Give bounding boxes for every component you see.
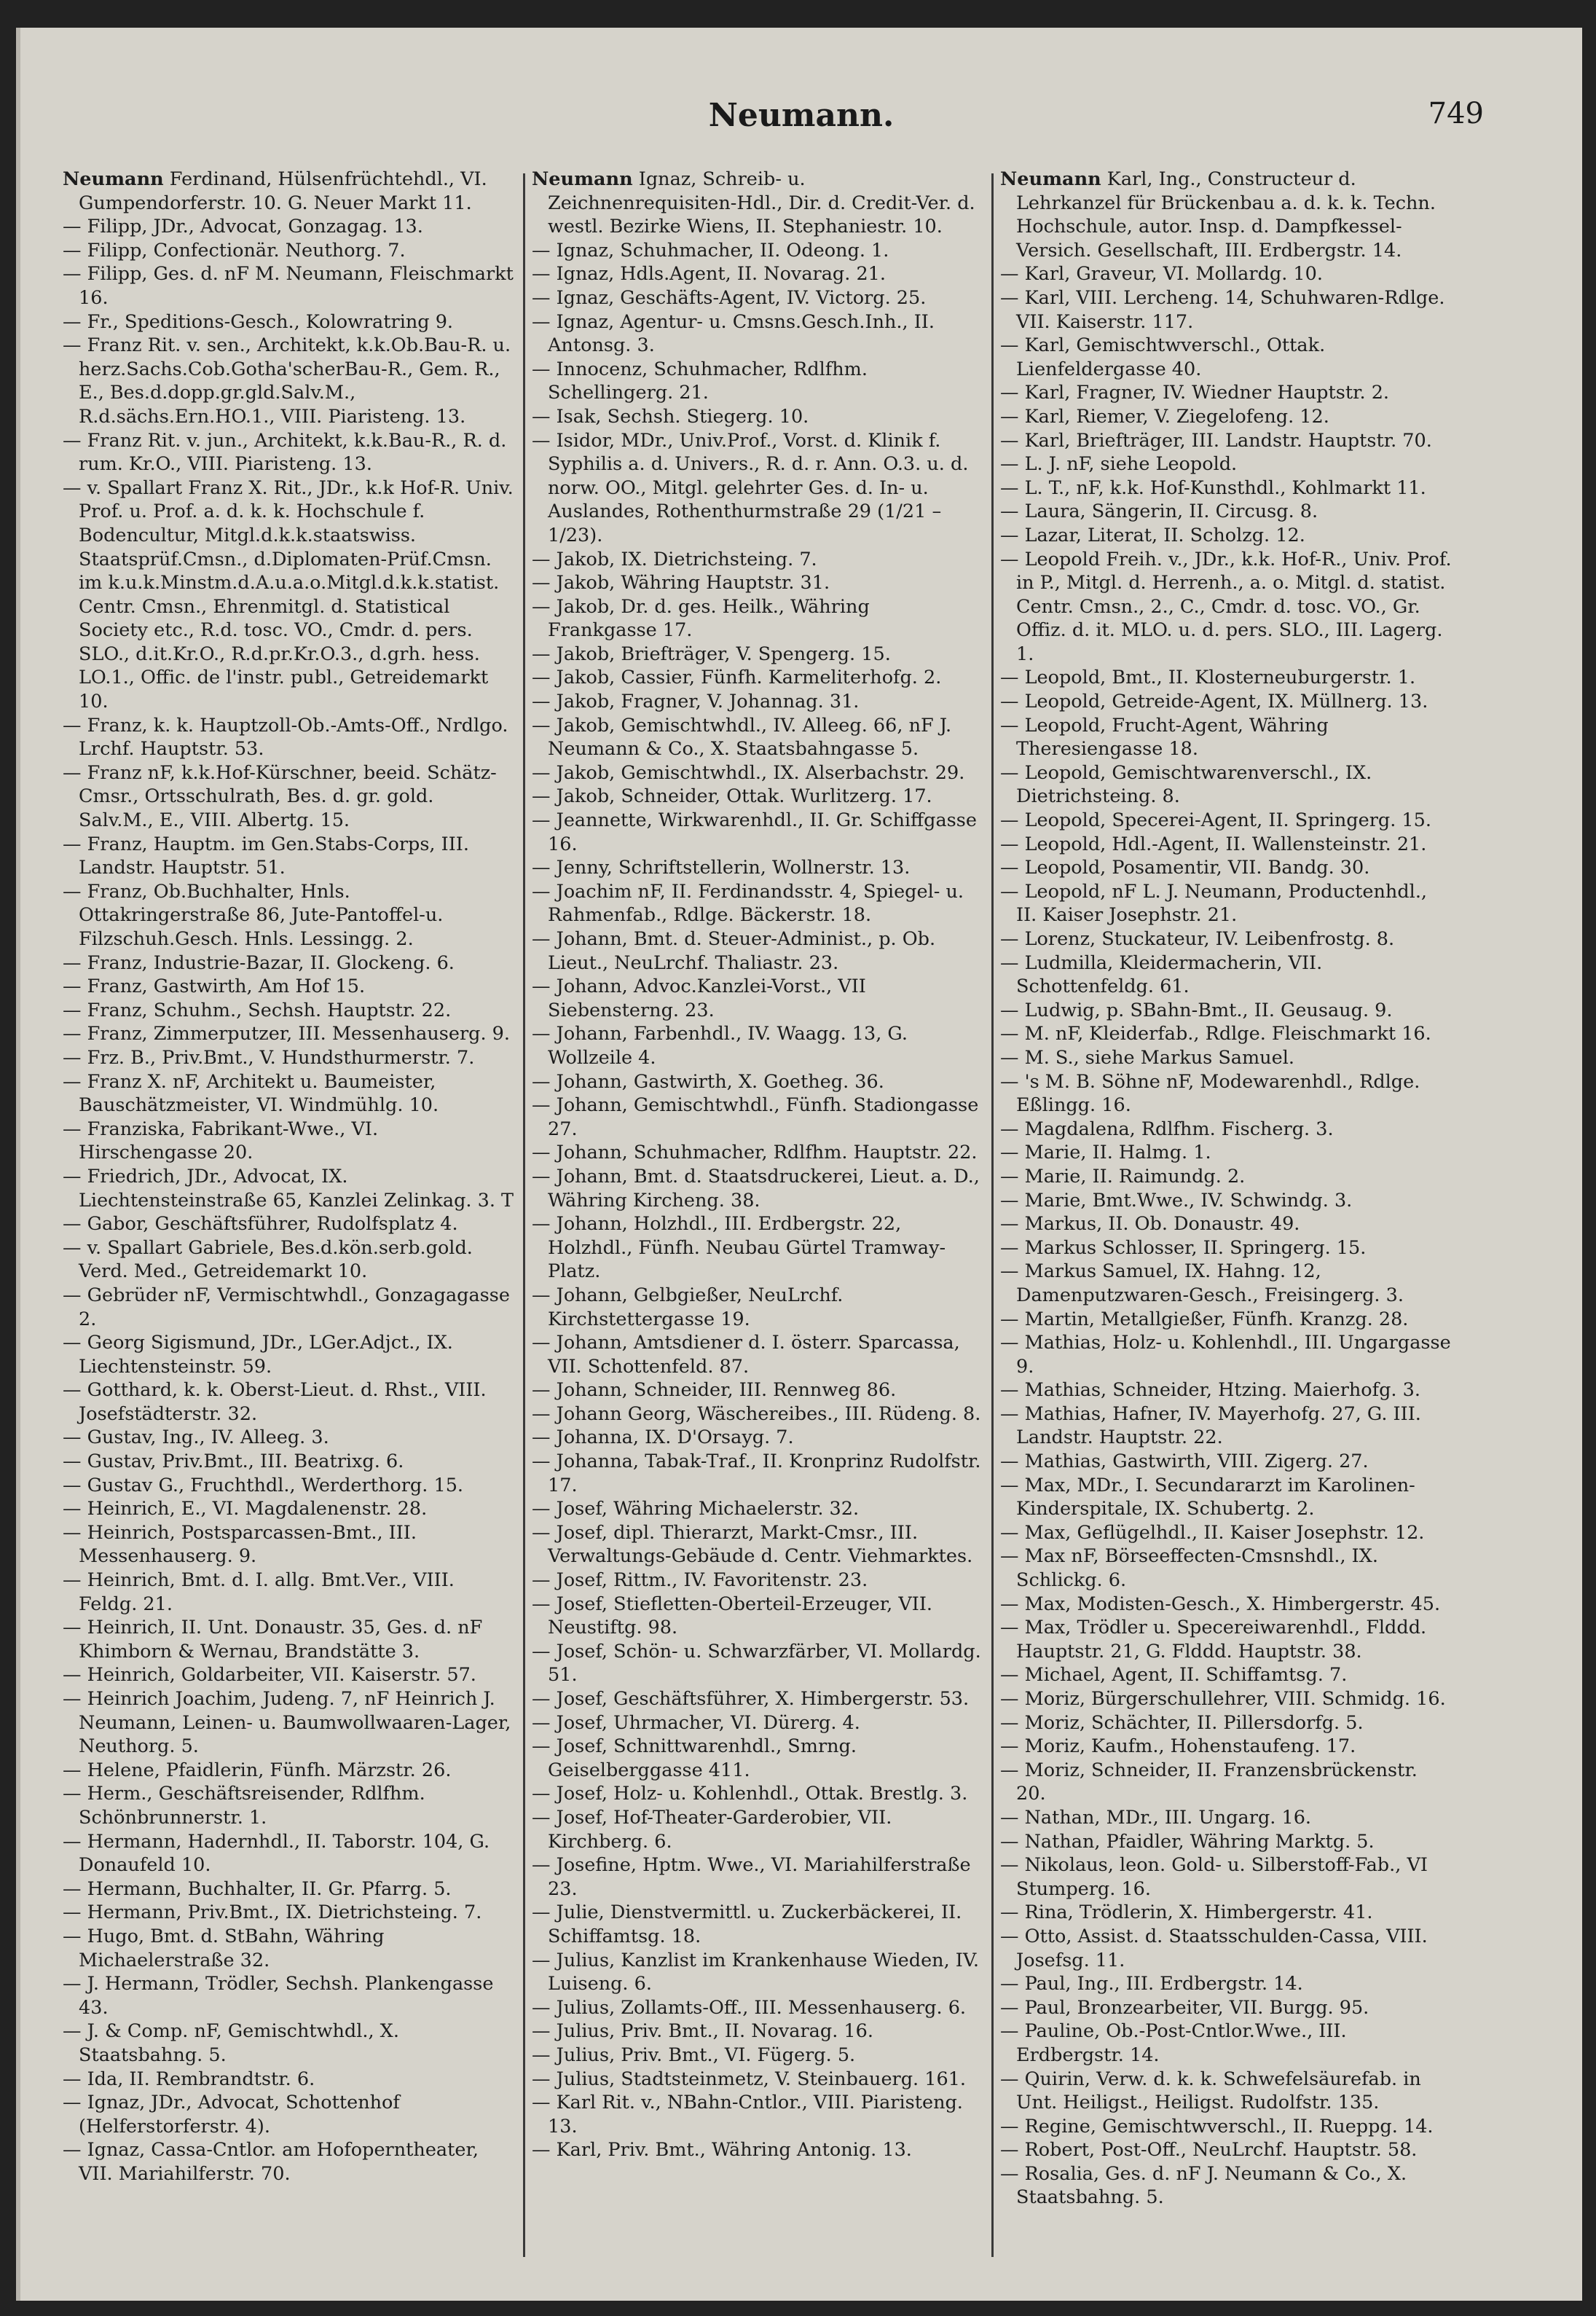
entry-surname: Neumann xyxy=(1000,168,1101,190)
directory-entry: — Hugo, Bmt. d. StBahn, Währing Michaelerstraße 32. xyxy=(63,1925,385,1971)
directory-entry: — Leopold, Frucht-Agent, Währing Theresiengasse 18. xyxy=(1000,714,1329,761)
directory-entry: — Filipp, JDr., Advocat, Gonzagag. 13. xyxy=(63,216,423,238)
directory-entry: — Julius, Priv. Bmt., VI. Fügerg. 5. xyxy=(532,2044,856,2066)
directory-entry: — Hermann, Buchhalter, II. Gr. Pfarrg. 5. xyxy=(63,1877,452,1900)
directory-entry: — Leopold, Posamentir, VII. Bandg. 30. xyxy=(1000,857,1370,879)
directory-entry: — Josef, Währing Michaelerstr. 32. xyxy=(532,1498,860,1520)
page-number: 749 xyxy=(1428,97,1484,130)
directory-entry: — Gustav, Ing., IV. Alleeg. 3. xyxy=(63,1426,329,1449)
directory-entry: — Jakob, Dr. d. ges. Heilk., Währing Frankgasse 17. xyxy=(532,595,870,642)
directory-entry: — Franz, k. k. Hauptzoll-Ob.-Amts-Off., Nrdlgo. Lrchf. Hauptstr. 53. xyxy=(63,714,508,761)
directory-entry: — Max, Modisten-Gesch., X. Himbergerstr. 45. xyxy=(1000,1593,1441,1615)
directory-entry: — Franz, Hauptm. im Gen.Stabs-Corps, III. Landstr. Hauptstr. 51. xyxy=(63,833,469,879)
directory-entry: — Nikolaus, leon. Gold- u. Silberstoff-Fab., VI Stumperg. 16. xyxy=(1000,1854,1428,1900)
directory-entry: — Heinrich, Goldarbeiter, VII. Kaiserstr. 57. xyxy=(63,1664,476,1687)
directory-entry: — Frz. B., Priv.Bmt., V. Hundsthurmerstr. 7. xyxy=(63,1046,475,1069)
directory-entry: — Johann, Holzhdl., III. Erdbergstr. 22, Holzhdl., Fünfh. Neubau Gürtel Tramway-Platz. xyxy=(532,1213,946,1283)
directory-entry: — Josef, Stiefletten-Oberteil-Erzeuger, VII. Neustiftg. 98. xyxy=(532,1593,932,1639)
directory-entry: — Josef, dipl. Thierarzt, Markt-Cmsr., III. Verwaltungs-Gebäude d. Centr. Viehmarktes. xyxy=(532,1521,973,1568)
directory-entry: — Innocenz, Schuhmacher, Rdlfhm. Schellingerg. 21. xyxy=(532,358,868,404)
directory-entry: — Johann, Gastwirth, X. Goetheg. 36. xyxy=(532,1070,884,1093)
directory-entry: — Franz, Schuhm., Sechsh. Hauptstr. 22. xyxy=(63,999,452,1021)
directory-entry: — Jakob, Gemischtwhdl., IV. Alleeg. 66, nF J. Neumann & Co., X. Staatsbahngasse 5. xyxy=(532,714,952,761)
directory-entry: — Johann, Schneider, III. Rennweg 86. xyxy=(532,1379,897,1402)
directory-entry: — Franz Rit. v. sen., Architekt, k.k.Ob.Bau-R. u. herz.Sachs.Cob.Gotha'scherBau-R., Gem. R., E., Bes.d.dopp.gr.gld.Salv.M., R.d.sächs.Ern.HO.1., VIII. Piaristeng. 13. xyxy=(63,334,511,428)
directory-entry: — Josef, Uhrmacher, VI. Dürerg. 4. xyxy=(532,1711,860,1734)
directory-entry: — Karl, Graveur, VI. Mollardg. 10. xyxy=(1000,263,1323,286)
directory-entry: — Josef, Rittm., IV. Favoritenstr. 23. xyxy=(532,1569,868,1592)
directory-entry: — Gotthard, k. k. Oberst-Lieut. d. Rhst., VIII. Josefstädterstr. 32. xyxy=(63,1379,487,1425)
directory-entry: — Josefine, Hptm. Wwe., VI. Mariahilferstraße 23. xyxy=(532,1854,971,1900)
directory-entry: — J. Hermann, Trödler, Sechsh. Plankengasse 43. xyxy=(63,1973,494,2019)
directory-entry: — Markus, II. Ob. Donaustr. 49. xyxy=(1000,1213,1300,1236)
directory-entry: — Josef, Hof-Theater-Garderobier, VII. Kirchberg. 6. xyxy=(532,1806,892,1853)
column-divider xyxy=(523,173,525,2257)
directory-entry: — Franziska, Fabrikant-Wwe., VI. Hirschengasse 20. xyxy=(63,1118,379,1164)
directory-entry: — Marie, Bmt.Wwe., IV. Schwindg. 3. xyxy=(1000,1189,1353,1212)
directory-entry: — Ignaz, Agentur- u. Cmsns.Gesch.Inh., II. Antonsg. 3. xyxy=(532,310,935,357)
page-title: Neumann. xyxy=(708,97,895,134)
directory-entry: — Nathan, Pfaidler, Währing Marktg. 5. xyxy=(1000,1830,1375,1853)
directory-entry: — L. T., nF, k.k. Hof-Kunsthdl., Kohlmarkt 11. xyxy=(1000,476,1426,499)
directory-entry: — Leopold, Getreide-Agent, IX. Müllnerg. 13. xyxy=(1000,691,1428,713)
directory-entry: — Michael, Agent, II. Schiffamtsg. 7. xyxy=(1000,1664,1348,1687)
directory-entry: — Rina, Trödlerin, X. Himbergerstr. 41. xyxy=(1000,1901,1373,1924)
directory-entry: — Moriz, Schneider, II. Franzensbrückenstr. 20. xyxy=(1000,1759,1418,1805)
directory-entry: — v. Spallart Gabriele, Bes.d.kön.serb.gold. Verd. Med., Getreidemarkt 10. xyxy=(63,1236,473,1283)
directory-entry: — Julius, Priv. Bmt., II. Novarag. 16. xyxy=(532,2020,873,2043)
directory-entry: — Max nF, Börseeffecten-Cmsnshdl., IX. Schlickg. 6. xyxy=(1000,1545,1379,1592)
directory-entry: — Johann, Bmt. d. Staatsdruckerei, Lieut. a. D., Währing Kircheng. 38. xyxy=(532,1165,980,1212)
entry-surname: Neumann xyxy=(532,168,633,190)
directory-entry: — Helene, Pfaidlerin, Fünfh. Märzstr. 26. xyxy=(63,1759,452,1781)
directory-entry: — Karl, Briefträger, III. Landstr. Hauptstr. 70. xyxy=(1000,429,1432,452)
directory-entry: — Heinrich, Bmt. d. I. allg. Bmt.Ver., VIII. Feldg. 21. xyxy=(63,1569,455,1615)
directory-entry: — Joachim nF, II. Ferdinandsstr. 4, Spiegel- u. Rahmenfab., Rdlge. Bäckerstr. 18. xyxy=(532,880,964,927)
directory-entry: — Martin, Metallgießer, Fünfh. Kranzg. 28. xyxy=(1000,1308,1409,1330)
directory-entry: — Ignaz, Geschäfts-Agent, IV. Victorg. 25. xyxy=(532,286,927,309)
directory-entry: — Ignaz, JDr., Advocat, Schottenhof (Helferstorferstr. 4). xyxy=(63,2092,400,2138)
directory-entry: — Johann, Gelbgießer, NeuLrchf. Kirchstettergasse 19. xyxy=(532,1284,844,1330)
column-middle xyxy=(532,168,983,2162)
directory-entry: — Franz, Gastwirth, Am Hof 15. xyxy=(63,976,366,998)
directory-entry: — Jeannette, Wirkwarenhdl., II. Gr. Schiffgasse 16. xyxy=(532,809,977,855)
directory-entry: — Josef, Geschäftsführer, X. Himbergerstr. 53. xyxy=(532,1688,970,1710)
directory-entry: — Magdalena, Rdlfhm. Fischerg. 3. xyxy=(1000,1118,1334,1140)
directory-entry: — Hermann, Priv.Bmt., IX. Dietrichsteing. 7. xyxy=(63,1901,482,1924)
directory-entry: — 's M. B. Söhne nF, Modewarenhdl., Rdlge. Eßlingg. 16. xyxy=(1000,1070,1420,1117)
directory-entry: — Karl, VIII. Lercheng. 14, Schuhwaren-Rdlge. VII. Kaiserstr. 117. xyxy=(1000,286,1445,333)
directory-entry: — Josef, Schön- u. Schwarzfärber, VI. Mollardg. 51. xyxy=(532,1640,981,1687)
directory-entry: — Hermann, Hadernhdl., II. Taborstr. 104, G. Donaufeld 10. xyxy=(63,1830,490,1877)
directory-entry: — Marie, II. Halmg. 1. xyxy=(1000,1142,1211,1164)
directory-entry: — Julius, Zollamts-Off., III. Messenhauserg. 6. xyxy=(532,1996,967,2019)
directory-entry: — Ignaz, Hdls.Agent, II. Novarag. 21. xyxy=(532,263,887,286)
directory-entry: — J. & Comp. nF, Gemischtwhdl., X. Staatsbahng. 5. xyxy=(63,2020,399,2066)
directory-entry: — Johann, Gemischtwhdl., Fünfh. Stadiongasse 27. xyxy=(532,1094,979,1140)
directory-entry: — Julie, Dienstvermittl. u. Zuckerbäckerei, II. Schiffamtsg. 18. xyxy=(532,1901,962,1947)
directory-entry: — Georg Sigismund, JDr., LGer.Adjct., IX. Liechtensteinstr. 59. xyxy=(63,1332,453,1378)
directory-entry: — Karl, Gemischtwverschl., Ottak. Lienfeldergasse 40. xyxy=(1000,334,1326,380)
directory-entry xyxy=(532,168,983,239)
directory-entry: — Jakob, Schneider, Ottak. Wurlitzerg. 17. xyxy=(532,785,932,808)
directory-entry: — Heinrich, II. Unt. Donaustr. 35, Ges. d. nF Khimborn & Wernau, Brandstätte 3. xyxy=(63,1617,483,1663)
directory-entry: — Jenny, Schriftstellerin, Wollnerstr. 13. xyxy=(532,857,911,879)
entry-text: Ferdinand, Hülsenfrüchtehdl., VI. Gumpendorferstr. 10. G. Neuer Markt 11. xyxy=(79,168,487,214)
directory-entry: — Franz X. nF, Architekt u. Baumeister, Bauschätzmeister, VI. Windmühlg. 10. xyxy=(63,1070,439,1117)
directory-entry: — Leopold, Specerei-Agent, II. Springerg. 15. xyxy=(1000,809,1431,832)
directory-entry: — Jakob, Währing Hauptstr. 31. xyxy=(532,572,830,594)
directory-entry: — Johann, Schuhmacher, Rdlfhm. Hauptstr. 22. xyxy=(532,1142,978,1164)
directory-entry: — Jakob, Briefträger, V. Spengerg. 15. xyxy=(532,643,891,665)
directory-entry: — Lazar, Literat, II. Scholzg. 12. xyxy=(1000,524,1305,546)
directory-entry: — Mathias, Holz- u. Kohlenhdl., III. Ungargasse 9. xyxy=(1000,1332,1451,1378)
directory-entry: — Jakob, IX. Dietrichsteing. 7. xyxy=(532,548,817,570)
directory-entry: — Paul, Ing., III. Erdbergstr. 14. xyxy=(1000,1973,1303,1995)
directory-entry: — Karl, Fragner, IV. Wiedner Hauptstr. 2. xyxy=(1000,382,1390,404)
directory-entry: — L. J. nF, siehe Leopold. xyxy=(1000,453,1238,476)
directory-entry: — Johann Georg, Wäschereibes., III. Rüdeng. 8. xyxy=(532,1402,981,1425)
directory-entry: — Mathias, Hafner, IV. Mayerhofg. 27, G. III. Landstr. Hauptstr. 22. xyxy=(1000,1402,1421,1449)
directory-entry: — Max, MDr., I. Secundararzt im Karolinen-Kinderspitale, IX. Schubertg. 2. xyxy=(1000,1474,1415,1520)
directory-entry: — Ludwig, p. SBahn-Bmt., II. Geusaug. 9. xyxy=(1000,999,1393,1021)
directory-entry: — Karl, Riemer, V. Ziegelofeng. 12. xyxy=(1000,405,1329,428)
directory-entry: — Josef, Holz- u. Kohlenhdl., Ottak. Brestlg. 3. xyxy=(532,1783,968,1805)
directory-entry: — Rosalia, Ges. d. nF J. Neumann & Co., X. Staatsbahng. 5. xyxy=(1000,2162,1407,2209)
directory-entry: — Paul, Bronzearbeiter, VII. Burgg. 95. xyxy=(1000,1996,1369,2019)
entry-text: Karl, Ing., Constructeur d. Lehrkanzel für Brückenbau a. d. k. k. Techn. Hochschule, autor. Insp. d. Dampfkessel-Versich. Gesellschaft, III. Erdbergstr. 14. xyxy=(1016,168,1436,262)
directory-entry: — Moriz, Schächter, II. Pillersdorfg. 5. xyxy=(1000,1711,1364,1734)
directory-entry: — Gustav G., Fruchthdl., Werderthorg. 15. xyxy=(63,1474,464,1496)
directory-entry: — Heinrich, Postsparcassen-Bmt., III. Messenhauserg. 9. xyxy=(63,1521,417,1568)
column-divider xyxy=(991,173,994,2257)
directory-entry: — Markus Schlosser, II. Springerg. 15. xyxy=(1000,1236,1367,1259)
directory-entry: — Gabor, Geschäftsführer, Rudolfsplatz 4. xyxy=(63,1213,458,1236)
directory-entry: — Isak, Sechsh. Stiegerg. 10. xyxy=(532,405,809,428)
directory-entry: — Laura, Sängerin, II. Circusg. 8. xyxy=(1000,501,1318,523)
directory-entry: — Julius, Kanzlist im Krankenhause Wieden, IV. Luiseng. 6. xyxy=(532,1949,979,1995)
directory-entry: — Leopold Freih. v., JDr., k.k. Hof-R., Univ. Prof. in P., Mitgl. d. Herrenh., a. o. Mitgl. d. statist. Centr. Cmsn., 2., C., Cmdr. d. tosc. VO., Gr. Offiz. d. it. MLO. u. d. pers. SLO., III. Lagerg. 1. xyxy=(1000,548,1452,665)
directory-entry: — Mathias, Gastwirth, VIII. Zigerg. 27. xyxy=(1000,1451,1369,1473)
directory-entry: — Ida, II. Rembrandtstr. 6. xyxy=(63,2068,315,2090)
directory-entry: — Leopold, Bmt., II. Klosterneuburgerstr. 1. xyxy=(1000,667,1416,689)
directory-entry: — Robert, Post-Off., NeuLrchf. Hauptstr. 58. xyxy=(1000,2139,1418,2162)
directory-entry: — Max, Geflügelhdl., II. Kaiser Josephstr. 12. xyxy=(1000,1521,1425,1544)
directory-entry: — Ignaz, Schuhmacher, II. Odeong. 1. xyxy=(532,239,889,262)
directory-entry: — Regine, Gemischtwverschl., II. Rueppg. 14. xyxy=(1000,2115,1434,2138)
directory-entry: — Johann, Bmt. d. Steuer-Administ., p. Ob. Lieut., NeuLrchf. Thaliastr. 23. xyxy=(532,928,936,974)
directory-entry: — Mathias, Schneider, Htzing. Maierhofg. 3. xyxy=(1000,1379,1420,1402)
directory-entry: — Fr., Speditions-Gesch., Kolowratring 9. xyxy=(63,310,454,333)
directory-entry: — Johann, Amtsdiener d. I. österr. Sparcassa, VII. Schottenfeld. 87. xyxy=(532,1332,960,1378)
directory-entry: — Ignaz, Cassa-Cntlor. am Hofoperntheater, VII. Mariahilferstr. 70. xyxy=(63,2139,479,2185)
directory-entry xyxy=(63,168,514,215)
directory-entry: — Jakob, Cassier, Fünfh. Karmeliterhofg. 2. xyxy=(532,667,942,689)
entry-text: Ignaz, Schreib- u. Zeichnenrequisiten-Hdl., Dir. d. Credit-Ver. d. westl. Bezirke Wiens, II. Stephaniestr. 10. xyxy=(548,168,975,238)
directory-entry: — Johann, Advoc.Kanzlei-Vorst., VII Siebensterng. 23. xyxy=(532,976,866,1021)
directory-entry: — Lorenz, Stuckateur, IV. Leibenfrostg. 8. xyxy=(1000,928,1395,950)
directory-entry: — Josef, Schnittwarenhdl., Smrng. Geiselberggasse 411. xyxy=(532,1735,857,1781)
directory-entry: — v. Spallart Franz X. Rit., JDr., k.k Hof-R. Univ. Prof. u. Prof. a. d. k. k. Hochschule f. Bodencultur, Mitgl.d.k.k.staatswiss. Staatsprüf.Cmsn., d.Diplomaten-Prüf.Cmsn. im k.u.k.Minstm.d.A.u.a.o.Mitgl.d.k.k.statist. Centr. Cmsn., Ehrenmitgl. d. Statistical Society etc., R.d. tosc. VO., Cmdr. d. pers. SLO., d.it.Kr.O., R.d.pr.Kr.O.3., d.grh. hess. LO.1., Offic. de l'instr. publ., Getreidemarkt 10. xyxy=(63,476,514,713)
directory-entry: — Moriz, Bürgerschullehrer, VIII. Schmidg. 16. xyxy=(1000,1688,1446,1710)
directory-entry: — Otto, Assist. d. Staatsschulden-Cassa, VIII. Josefsg. 11. xyxy=(1000,1925,1428,1971)
entry-surname: Neumann xyxy=(63,168,164,190)
directory-entry: — Franz nF, k.k.Hof-Kürschner, beeid. Schätz-Cmsr., Ortsschulrath, Bes. d. gr. gold. Salv.M., E., VIII. Albertg. 15. xyxy=(63,761,497,832)
page-header xyxy=(20,97,1582,155)
directory-entry: — Isidor, MDr., Univ.Prof., Vorst. d. Klinik f. Syphilis a. d. Univers., R. d. r. Ann. O.3. u. d. norw. OO., Mitgl. gelehrter Ges. d. In- u. Auslandes, Rothenthurmstraße 29 (1/21 – 1/23). xyxy=(532,429,969,546)
directory-page xyxy=(16,28,1582,2301)
directory-entry: — Filipp, Confectionär. Neuthorg. 7. xyxy=(63,239,406,262)
directory-entry: — Karl, Priv. Bmt., Währing Antonig. 13. xyxy=(532,2139,912,2162)
directory-entry: — Johanna, Tabak-Traf., II. Kronprinz Rudolfstr. 17. xyxy=(532,1451,981,1496)
directory-entry: — Max, Trödler u. Specereiwarenhdl., Flddd. Hauptstr. 21, G. Flddd. Hauptstr. 38. xyxy=(1000,1617,1427,1663)
directory-entry: — Franz Rit. v. jun., Architekt, k.k.Bau-R., R. d. rum. Kr.O., VIII. Piaristeng. 13. xyxy=(63,429,507,476)
directory-entry: — Herm., Geschäftsreisender, Rdlfhm. Schönbrunnerstr. 1. xyxy=(63,1783,425,1829)
directory-entry: — Julius, Stadtsteinmetz, V. Steinbauerg. 161. xyxy=(532,2068,967,2090)
directory-entry: — Filipp, Ges. d. nF M. Neumann, Fleischmarkt 16. xyxy=(63,263,514,309)
directory-entry: — M. S., siehe Markus Samuel. xyxy=(1000,1046,1294,1069)
column-left xyxy=(63,168,514,2186)
directory-entry: — Nathan, MDr., III. Ungarg. 16. xyxy=(1000,1806,1312,1829)
directory-entry: — M. nF, Kleiderfab., Rdlge. Fleischmarkt 16. xyxy=(1000,1023,1431,1045)
directory-entry: — Gebrüder nF, Vermischtwhdl., Gonzagagasse 2. xyxy=(63,1284,510,1330)
directory-entry: — Heinrich Joachim, Judeng. 7, nF Heinrich J. Neumann, Leinen- u. Baumwollwaaren-Lager, Neuthorg. 5. xyxy=(63,1688,511,1758)
directory-entry: — Moriz, Kaufm., Hohenstaufeng. 17. xyxy=(1000,1735,1356,1758)
directory-entry: — Friedrich, JDr., Advocat, IX. Liechtensteinstraße 65, Kanzlei Zelinkag. 3. T xyxy=(63,1165,514,1212)
directory-entry: — Jakob, Gemischtwhdl., IX. Alserbachstr. 29. xyxy=(532,761,965,784)
directory-entry: — Marie, II. Raimundg. 2. xyxy=(1000,1165,1246,1188)
directory-entry: — Markus Samuel, IX. Hahng. 12, Damenputzwaren-Gesch., Freisingerg. 3. xyxy=(1000,1260,1404,1306)
directory-entry: — Leopold, nF L. J. Neumann, Productenhdl., II. Kaiser Josephstr. 21. xyxy=(1000,880,1428,927)
directory-entry: — Karl Rit. v., NBahn-Cntlor., VIII. Piaristeng. 13. xyxy=(532,2092,963,2138)
directory-entry: — Johann, Farbenhdl., IV. Waagg. 13, G. Wollzeile 4. xyxy=(532,1023,908,1069)
directory-entry: — Franz, Industrie-Bazar, II. Glockeng. 6. xyxy=(63,951,455,974)
directory-entry: — Quirin, Verw. d. k. k. Schwefelsäurefab. in Unt. Heiligst., Heiligst. Rudolfstr. 135. xyxy=(1000,2068,1421,2114)
column-right xyxy=(1000,168,1452,2210)
directory-entry: — Franz, Zimmerputzer, III. Messenhauserg. 9. xyxy=(63,1023,510,1045)
directory-entry: — Heinrich, E., VI. Magdalenenstr. 28. xyxy=(63,1498,428,1520)
directory-entry: — Leopold, Gemischtwarenverschl., IX. Dietrichsteing. 8. xyxy=(1000,761,1372,808)
directory-entry: — Ludmilla, Kleidermacherin, VII. Schottenfeldg. 61. xyxy=(1000,951,1323,998)
directory-entry: — Franz, Ob.Buchhalter, Hnls. Ottakringerstraße 86, Jute-Pantoffel-u. Filzschuh.Gesch. Hnls. Lessingg. 2. xyxy=(63,880,444,950)
directory-entry: — Leopold, Hdl.-Agent, II. Wallensteinstr. 21. xyxy=(1000,833,1427,855)
directory-entry: — Pauline, Ob.-Post-Cntlor.Wwe., III. Erdbergstr. 14. xyxy=(1000,2020,1347,2066)
directory-entry xyxy=(1000,168,1452,262)
directory-entry: — Gustav, Priv.Bmt., III. Beatrixg. 6. xyxy=(63,1451,404,1473)
directory-entry: — Johanna, IX. D'Orsayg. 7. xyxy=(532,1426,794,1449)
directory-entry: — Jakob, Fragner, V. Johannag. 31. xyxy=(532,691,860,713)
